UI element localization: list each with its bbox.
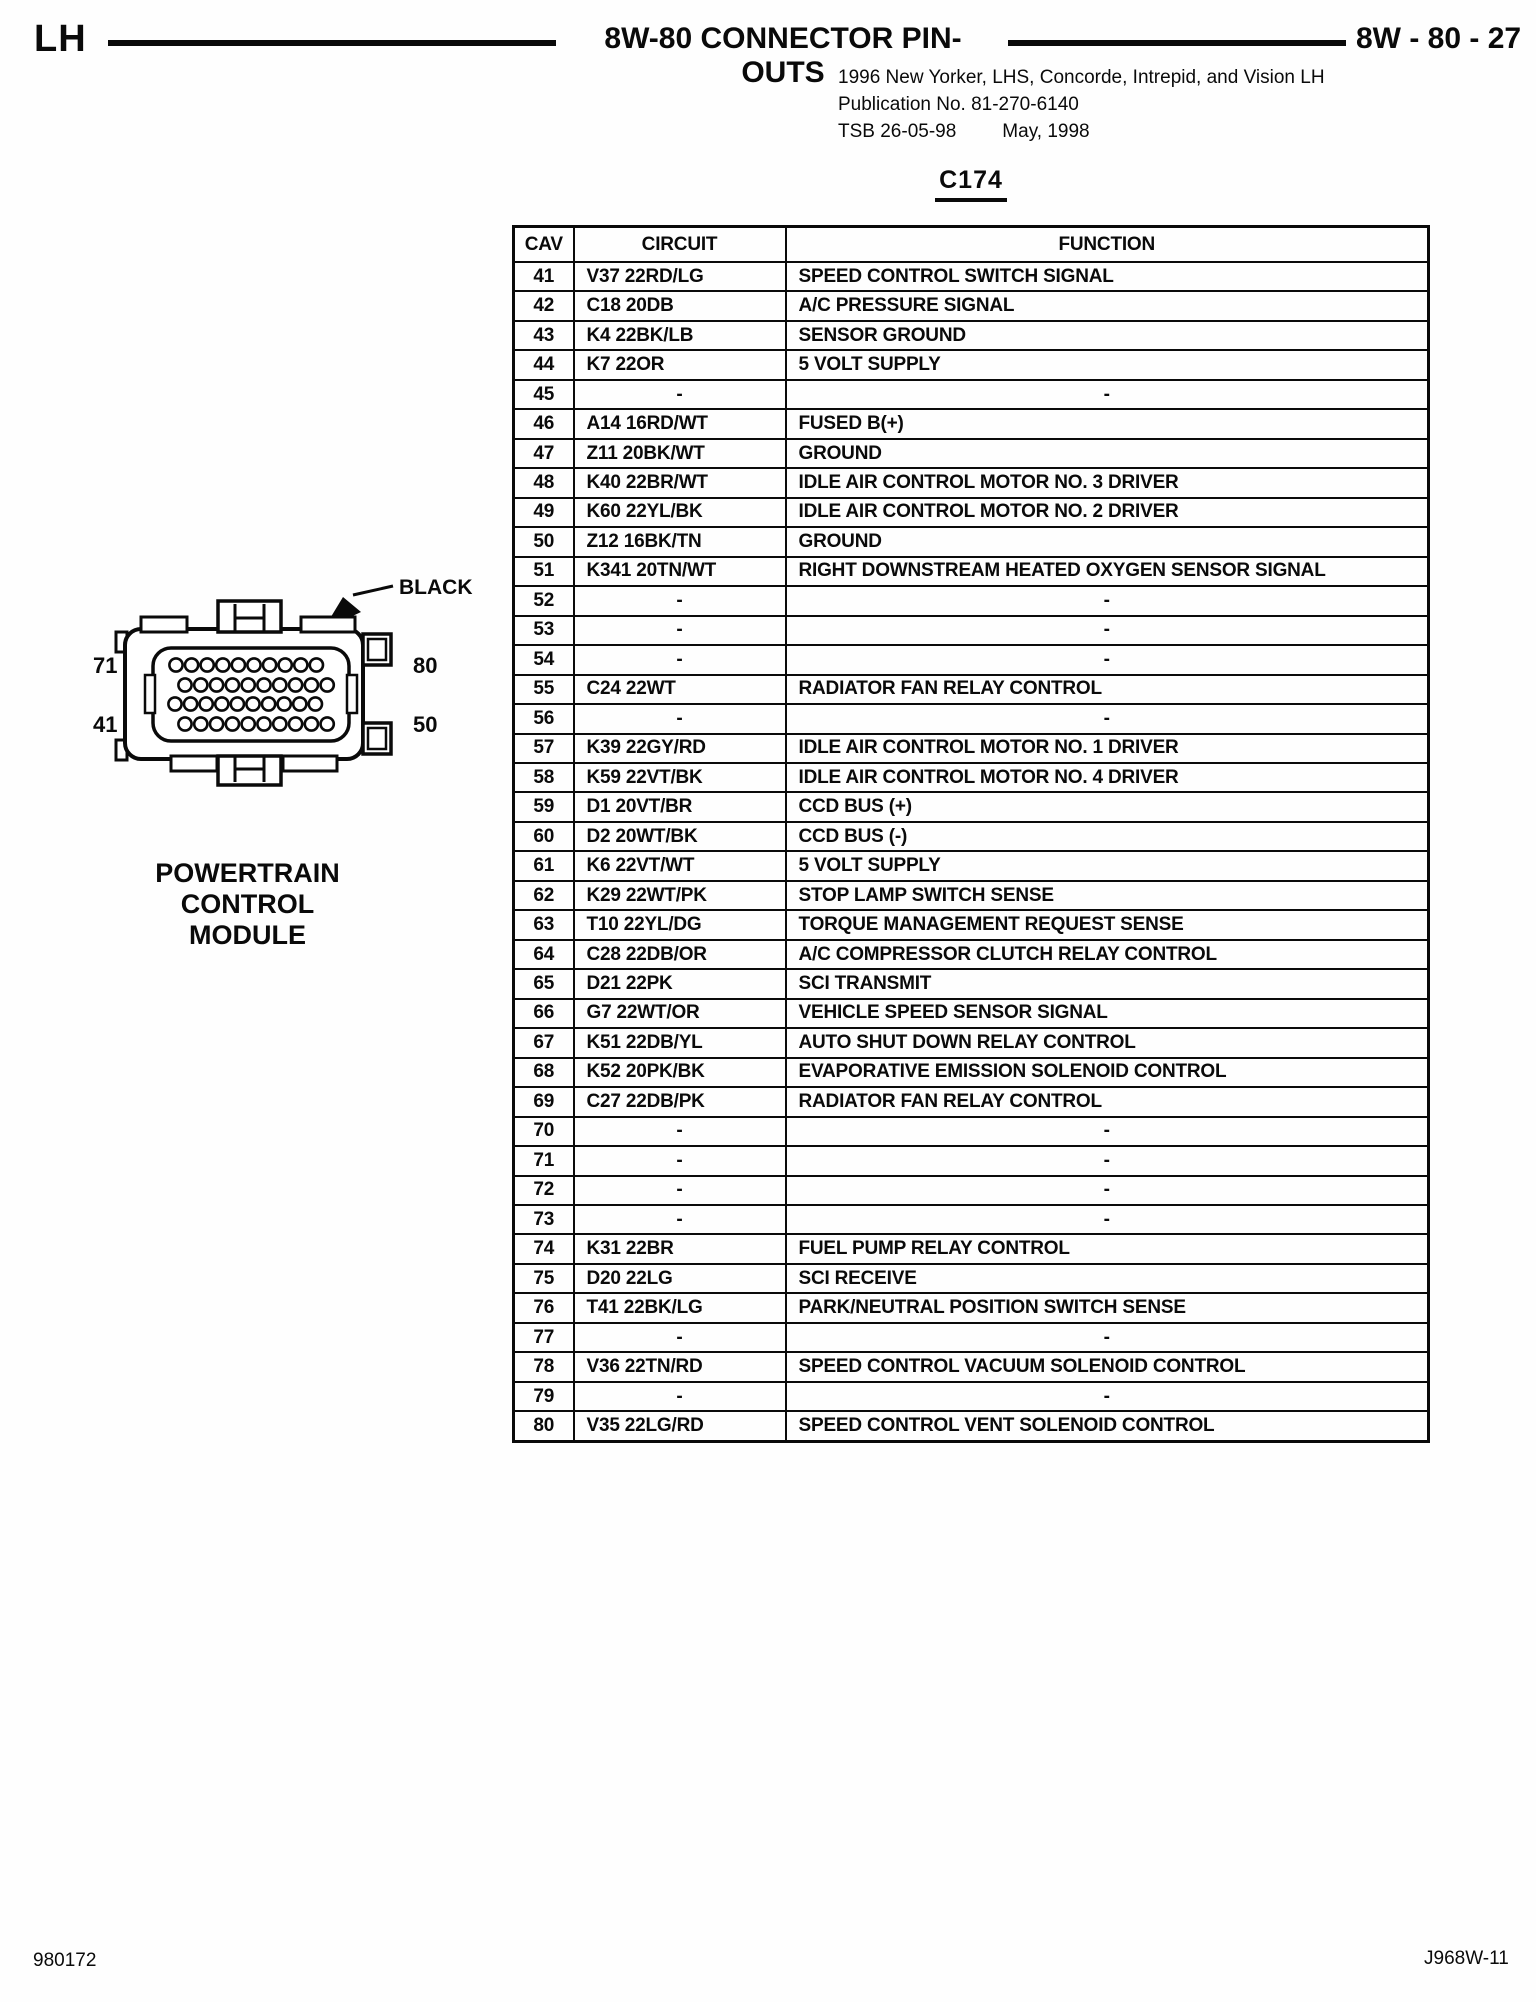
circuit-cell: T10 22YL/DG: [574, 910, 786, 939]
circuit-cell: K52 20PK/BK: [574, 1058, 786, 1087]
cav-cell: 59: [514, 792, 574, 821]
table-row: [514, 792, 1429, 821]
pin-circle: [305, 678, 318, 691]
page-title: 8W-80 CONNECTOR PIN-OUTS: [604, 22, 962, 89]
table-row: [514, 1264, 1429, 1293]
table-row: [514, 910, 1429, 939]
function-cell: SPEED CONTROL VENT SOLENOID CONTROL: [786, 1411, 1429, 1441]
circuit-cell: D21 22PK: [574, 969, 786, 998]
pin-circle: [194, 717, 207, 730]
pin-circle: [242, 717, 255, 730]
pin-label-bottom-left: 41: [93, 712, 118, 737]
connector-heading-wrap: [512, 166, 1430, 202]
cav-cell: 42: [514, 291, 574, 320]
function-cell: SPEED CONTROL VACUUM SOLENOID CONTROL: [786, 1352, 1429, 1381]
footer-right-code: J968W-11: [1424, 1948, 1509, 1969]
function-cell: FUEL PUMP RELAY CONTROL: [786, 1234, 1429, 1263]
pin-circle: [226, 678, 239, 691]
cav-cell: 52: [514, 586, 574, 615]
pin-circle: [185, 658, 198, 671]
pin-circle: [293, 697, 306, 710]
pin-circle: [321, 717, 334, 730]
function-cell: SCI RECEIVE: [786, 1264, 1429, 1293]
cav-cell: 77: [514, 1323, 574, 1352]
top-left-shoulder: [141, 617, 187, 632]
function-cell: STOP LAMP SWITCH SENSE: [786, 881, 1429, 910]
cav-cell: 68: [514, 1058, 574, 1087]
pin-circle: [184, 697, 197, 710]
table-row: [514, 409, 1429, 438]
cav-cell: 72: [514, 1176, 574, 1205]
circuit-cell: K60 22YL/BK: [574, 498, 786, 527]
cav-cell: 49: [514, 498, 574, 527]
table-row: [514, 1323, 1429, 1352]
circuit-cell: -: [574, 1323, 786, 1352]
function-cell: PARK/NEUTRAL POSITION SWITCH SENSE: [786, 1293, 1429, 1322]
circuit-cell: -: [574, 1117, 786, 1146]
pin-circle: [310, 658, 323, 671]
function-cell: SENSOR GROUND: [786, 321, 1429, 350]
circuit-cell: A14 16RD/WT: [574, 409, 786, 438]
function-cell: CCD BUS (-): [786, 822, 1429, 851]
function-cell: AUTO SHUT DOWN RELAY CONTROL: [786, 1028, 1429, 1057]
table-row: [514, 999, 1429, 1028]
circuit-cell: Z12 16BK/TN: [574, 527, 786, 556]
header-rule-left: [108, 40, 556, 46]
pin-circle: [216, 658, 229, 671]
circuit-cell: C18 20DB: [574, 291, 786, 320]
table-row: [514, 763, 1429, 792]
cav-cell: 80: [514, 1411, 574, 1441]
footer-left-code: 980172: [33, 1950, 97, 1971]
function-cell: RADIATOR FAN RELAY CONTROL: [786, 1087, 1429, 1116]
function-cell: 5 VOLT SUPPLY: [786, 851, 1429, 880]
pin-circle: [247, 658, 260, 671]
table-row: [514, 881, 1429, 910]
pin-label-bottom-right: 50: [413, 712, 438, 737]
cav-cell: 60: [514, 822, 574, 851]
circuit-cell: -: [574, 645, 786, 674]
table-row: [514, 969, 1429, 998]
pin-circle: [168, 697, 181, 710]
pin-circle: [278, 697, 291, 710]
circuit-cell: K6 22VT/WT: [574, 851, 786, 880]
function-cell: SCI TRANSMIT: [786, 969, 1429, 998]
function-cell: A/C COMPRESSOR CLUTCH RELAY CONTROL: [786, 940, 1429, 969]
header-rule-right: [1008, 40, 1346, 46]
bottom-left-shoulder: [171, 756, 217, 771]
circuit-cell: K40 22BR/WT: [574, 468, 786, 497]
pin-circle: [242, 678, 255, 691]
pin-circle: [305, 717, 318, 730]
function-cell: CCD BUS (+): [786, 792, 1429, 821]
caption-line: POWERTRAIN: [155, 858, 340, 888]
pin-circle: [210, 678, 223, 691]
function-cell: GROUND: [786, 439, 1429, 468]
cav-cell: 46: [514, 409, 574, 438]
circuit-cell: K4 22BK/LB: [574, 321, 786, 350]
circuit-cell: V36 22TN/RD: [574, 1352, 786, 1381]
cav-cell: 47: [514, 439, 574, 468]
cav-cell: 65: [514, 969, 574, 998]
pin-circle: [262, 697, 275, 710]
connector-diagram: [85, 572, 475, 800]
table-row: [514, 1117, 1429, 1146]
cav-cell: 44: [514, 350, 574, 379]
function-cell: -: [786, 1323, 1429, 1352]
cav-cell: 58: [514, 763, 574, 792]
circuit-header: CIRCUIT: [574, 227, 786, 263]
pin-circle: [200, 697, 213, 710]
circuit-cell: -: [574, 586, 786, 615]
table-row: [514, 940, 1429, 969]
cav-cell: 57: [514, 734, 574, 763]
table-row: [514, 1234, 1429, 1263]
tsb-line: [838, 118, 1325, 145]
function-cell: IDLE AIR CONTROL MOTOR NO. 4 DRIVER: [786, 763, 1429, 792]
table-row: [514, 1058, 1429, 1087]
pin-label-top-left: 71: [93, 653, 118, 678]
table-row: [514, 586, 1429, 615]
pin-circle: [215, 697, 228, 710]
pin-circle: [178, 678, 191, 691]
table-row: [514, 1382, 1429, 1411]
circuit-cell: -: [574, 1176, 786, 1205]
pinout-table-body: [514, 262, 1429, 1442]
cav-cell: 61: [514, 851, 574, 880]
connector-id: C174: [935, 166, 1007, 202]
circuit-cell: D1 20VT/BR: [574, 792, 786, 821]
circuit-cell: D2 20WT/BK: [574, 822, 786, 851]
function-cell: IDLE AIR CONTROL MOTOR NO. 2 DRIVER: [786, 498, 1429, 527]
cav-cell: 70: [514, 1117, 574, 1146]
function-cell: RADIATOR FAN RELAY CONTROL: [786, 675, 1429, 704]
table-row: [514, 704, 1429, 733]
circuit-cell: -: [574, 1205, 786, 1234]
pin-circle: [231, 697, 244, 710]
top-right-shoulder: [301, 617, 355, 632]
table-row: [514, 1176, 1429, 1205]
function-cell: -: [786, 645, 1429, 674]
function-cell: GROUND: [786, 527, 1429, 556]
pin-circle: [246, 697, 259, 710]
caption-line: CONTROL: [180, 889, 315, 919]
pin-circle: [321, 678, 334, 691]
table-row: [514, 1087, 1429, 1116]
cav-cell: 53: [514, 616, 574, 645]
function-cell: -: [786, 1382, 1429, 1411]
pin-circle: [289, 717, 302, 730]
circuit-cell: K51 22DB/YL: [574, 1028, 786, 1057]
function-cell: -: [786, 1176, 1429, 1205]
circuit-cell: K7 22OR: [574, 350, 786, 379]
function-cell: -: [786, 380, 1429, 409]
cav-cell: 56: [514, 704, 574, 733]
pin-circle: [232, 658, 245, 671]
page-number: 8W - 80 - 27: [1356, 22, 1522, 55]
cav-cell: 69: [514, 1087, 574, 1116]
circuit-cell: T41 22BK/LG: [574, 1293, 786, 1322]
circuit-cell: -: [574, 616, 786, 645]
circuit-cell: V35 22LG/RD: [574, 1411, 786, 1441]
circuit-cell: G7 22WT/OR: [574, 999, 786, 1028]
pin-circle: [294, 658, 307, 671]
cav-cell: 48: [514, 468, 574, 497]
cav-cell: 62: [514, 881, 574, 910]
table-row: [514, 1352, 1429, 1381]
cav-header: CAV: [514, 227, 574, 263]
circuit-cell: K29 22WT/PK: [574, 881, 786, 910]
circuit-cell: K31 22BR: [574, 1234, 786, 1263]
function-cell: -: [786, 1146, 1429, 1175]
table-row: [514, 1146, 1429, 1175]
cav-cell: 43: [514, 321, 574, 350]
function-cell: IDLE AIR CONTROL MOTOR NO. 1 DRIVER: [786, 734, 1429, 763]
circuit-cell: K59 22VT/BK: [574, 763, 786, 792]
cav-cell: 50: [514, 527, 574, 556]
function-header: FUNCTION: [786, 227, 1429, 263]
circuit-cell: K341 20TN/WT: [574, 557, 786, 586]
function-cell: A/C PRESSURE SIGNAL: [786, 291, 1429, 320]
publication-number-line: Publication No. 81-270-6140: [838, 94, 1079, 115]
pin-circle: [201, 658, 214, 671]
cav-cell: 51: [514, 557, 574, 586]
pin-circle: [279, 658, 292, 671]
connector-caption: [140, 858, 355, 951]
function-cell: RIGHT DOWNSTREAM HEATED OXYGEN SENSOR SIGNAL: [786, 557, 1429, 586]
pin-circle: [194, 678, 207, 691]
pin-circle: [273, 678, 286, 691]
table-row: [514, 734, 1429, 763]
pin-circle: [226, 717, 239, 730]
table-row: [514, 645, 1429, 674]
pin-label-top-right: 80: [413, 653, 438, 678]
circuit-cell: -: [574, 1146, 786, 1175]
table-row: [514, 350, 1429, 379]
cav-cell: 45: [514, 380, 574, 409]
cav-cell: 73: [514, 1205, 574, 1234]
circuit-cell: Z11 20BK/WT: [574, 439, 786, 468]
circuit-cell: -: [574, 380, 786, 409]
function-cell: VEHICLE SPEED SENSOR SIGNAL: [786, 999, 1429, 1028]
table-row: [514, 616, 1429, 645]
table-row: [514, 291, 1429, 320]
caption-line: MODULE: [189, 920, 306, 950]
pin-circle: [169, 658, 182, 671]
cav-cell: 55: [514, 675, 574, 704]
table-row: [514, 527, 1429, 556]
function-cell: IDLE AIR CONTROL MOTOR NO. 3 DRIVER: [786, 468, 1429, 497]
cav-cell: 71: [514, 1146, 574, 1175]
pin-circle: [257, 717, 270, 730]
function-cell: -: [786, 1117, 1429, 1146]
circuit-cell: -: [574, 704, 786, 733]
table-row: [514, 439, 1429, 468]
function-cell: -: [786, 616, 1429, 645]
right-bottom-tab-inner: [368, 728, 386, 749]
circuit-cell: K39 22GY/RD: [574, 734, 786, 763]
table-row: [514, 321, 1429, 350]
pinout-table: [512, 225, 1430, 1443]
function-cell: -: [786, 1205, 1429, 1234]
pin-circle: [263, 658, 276, 671]
function-cell: EVAPORATIVE EMISSION SOLENOID CONTROL: [786, 1058, 1429, 1087]
pin-circle: [178, 717, 191, 730]
cav-cell: 41: [514, 262, 574, 291]
circuit-cell: V37 22RD/LG: [574, 262, 786, 291]
cav-cell: 79: [514, 1382, 574, 1411]
tsb-date: May, 1998: [1002, 121, 1090, 142]
table-row: [514, 557, 1429, 586]
function-cell: SPEED CONTROL SWITCH SIGNAL: [786, 262, 1429, 291]
table-row: [514, 468, 1429, 497]
table-row: [514, 380, 1429, 409]
tsb-number: TSB 26-05-98: [838, 121, 957, 142]
publication-info: [838, 64, 1325, 145]
cav-cell: 63: [514, 910, 574, 939]
circuit-cell: D20 22LG: [574, 1264, 786, 1293]
table-header-row: [514, 227, 1429, 263]
pin-circle: [273, 717, 286, 730]
circuit-cell: C27 22DB/PK: [574, 1087, 786, 1116]
function-cell: TORQUE MANAGEMENT REQUEST SENSE: [786, 910, 1429, 939]
table-row: [514, 675, 1429, 704]
bottom-right-shoulder: [283, 756, 337, 771]
connector-color-label: BLACK: [399, 576, 473, 599]
circuit-cell: C24 22WT: [574, 675, 786, 704]
cav-cell: 78: [514, 1352, 574, 1381]
cav-cell: 54: [514, 645, 574, 674]
table-row: [514, 1205, 1429, 1234]
function-cell: FUSED B(+): [786, 409, 1429, 438]
function-cell: -: [786, 586, 1429, 615]
cav-cell: 66: [514, 999, 574, 1028]
circuit-cell: -: [574, 1382, 786, 1411]
cav-cell: 76: [514, 1293, 574, 1322]
table-row: [514, 822, 1429, 851]
left-slot: [145, 675, 155, 713]
circuit-cell: C28 22DB/OR: [574, 940, 786, 969]
pin-circle: [309, 697, 322, 710]
table-row: [514, 1293, 1429, 1322]
cav-cell: 64: [514, 940, 574, 969]
table-row: [514, 262, 1429, 291]
cav-cell: 67: [514, 1028, 574, 1057]
table-row: [514, 1028, 1429, 1057]
table-row: [514, 1411, 1429, 1441]
pin-circle: [289, 678, 302, 691]
section-label: LH: [34, 18, 87, 60]
vehicle-line: 1996 New Yorker, LHS, Concorde, Intrepid, and Vision LH: [838, 67, 1325, 88]
right-slot: [347, 675, 357, 713]
cav-cell: 75: [514, 1264, 574, 1293]
pin-circle: [210, 717, 223, 730]
black-leader-line: [353, 586, 393, 595]
function-cell: 5 VOLT SUPPLY: [786, 350, 1429, 379]
table-row: [514, 498, 1429, 527]
table-row: [514, 851, 1429, 880]
function-cell: -: [786, 704, 1429, 733]
pin-circle: [257, 678, 270, 691]
cav-cell: 74: [514, 1234, 574, 1263]
right-top-tab-inner: [368, 639, 386, 660]
